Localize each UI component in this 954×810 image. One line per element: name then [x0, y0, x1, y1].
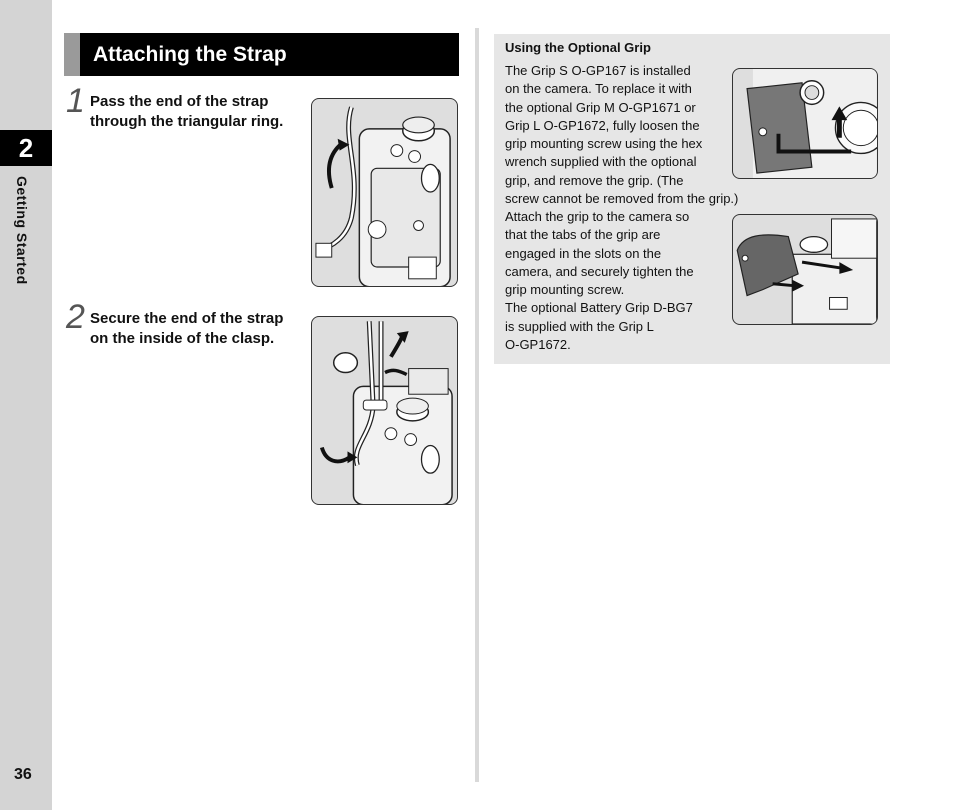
step-2-number: 2: [66, 298, 85, 336]
strap-clasp-illustration: [311, 316, 458, 505]
info-p1-line: The Grip S O-GP167 is installed: [505, 63, 691, 78]
grip-removal-illustration: [732, 68, 878, 179]
step-1-text: [90, 92, 305, 132]
chapter-number-badge: 2: [0, 130, 52, 166]
camera-strap-clasp-icon: [312, 317, 457, 504]
info-p2-line: engaged in the slots on the: [505, 245, 662, 261]
info-p1-line: wrench supplied with the optional: [505, 154, 697, 170]
chapter-sidebar: [0, 0, 52, 810]
info-box-title: Using the Optional Grip: [505, 40, 651, 55]
strap-ring-illustration: [311, 98, 458, 287]
grip-attach-illustration: [732, 214, 878, 325]
info-paragraph-2: [505, 208, 694, 354]
info-p2-line: camera, and securely tighten the: [505, 263, 694, 279]
camera-strap-ring-icon: [312, 99, 457, 286]
section-title: Attaching the Strap: [93, 43, 287, 66]
info-p2-line: Attach the grip to the camera so: [505, 209, 690, 224]
step-2-line-2: on the inside of the clasp.: [90, 330, 275, 347]
section-header-accent: [64, 33, 80, 76]
info-paragraph-1: [505, 62, 738, 208]
info-p1-line: grip mounting screw using the hex: [505, 136, 703, 152]
chapter-label: Getting Started: [14, 176, 30, 285]
info-p1-line: screw cannot be removed from the grip.): [505, 191, 739, 207]
column-divider: [475, 28, 479, 782]
info-p1-line: the optional Grip M O-GP1671 or: [505, 99, 696, 115]
info-p2-line: O-GP1672.: [505, 337, 571, 353]
step-1-line-1: Pass the end of the strap: [90, 93, 269, 110]
grip-attach-icon: [733, 215, 877, 324]
info-p2-line: that the tabs of the grip are: [505, 227, 661, 243]
info-p1-line: on the camera. To replace it with: [505, 81, 692, 97]
info-p1-line: Grip L O-GP1672, fully loosen the: [505, 117, 700, 133]
info-p2-line: grip mounting screw.: [505, 282, 625, 298]
optional-grip-info-box: [494, 34, 890, 364]
info-p1-line: grip, and remove the grip. (The: [505, 172, 684, 188]
hex-wrench-grip-icon: [733, 69, 877, 178]
section-header: [64, 33, 459, 76]
step-2-line-1: Secure the end of the strap: [90, 310, 284, 327]
info-p2-line: The optional Battery Grip D-BG7: [505, 300, 693, 316]
step-1-line-2: through the triangular ring.: [90, 113, 284, 130]
page-number: 36: [14, 766, 32, 783]
step-2-text: [90, 309, 305, 349]
info-p2-line: is supplied with the Grip L: [505, 318, 654, 334]
step-1-number: 1: [66, 82, 85, 120]
